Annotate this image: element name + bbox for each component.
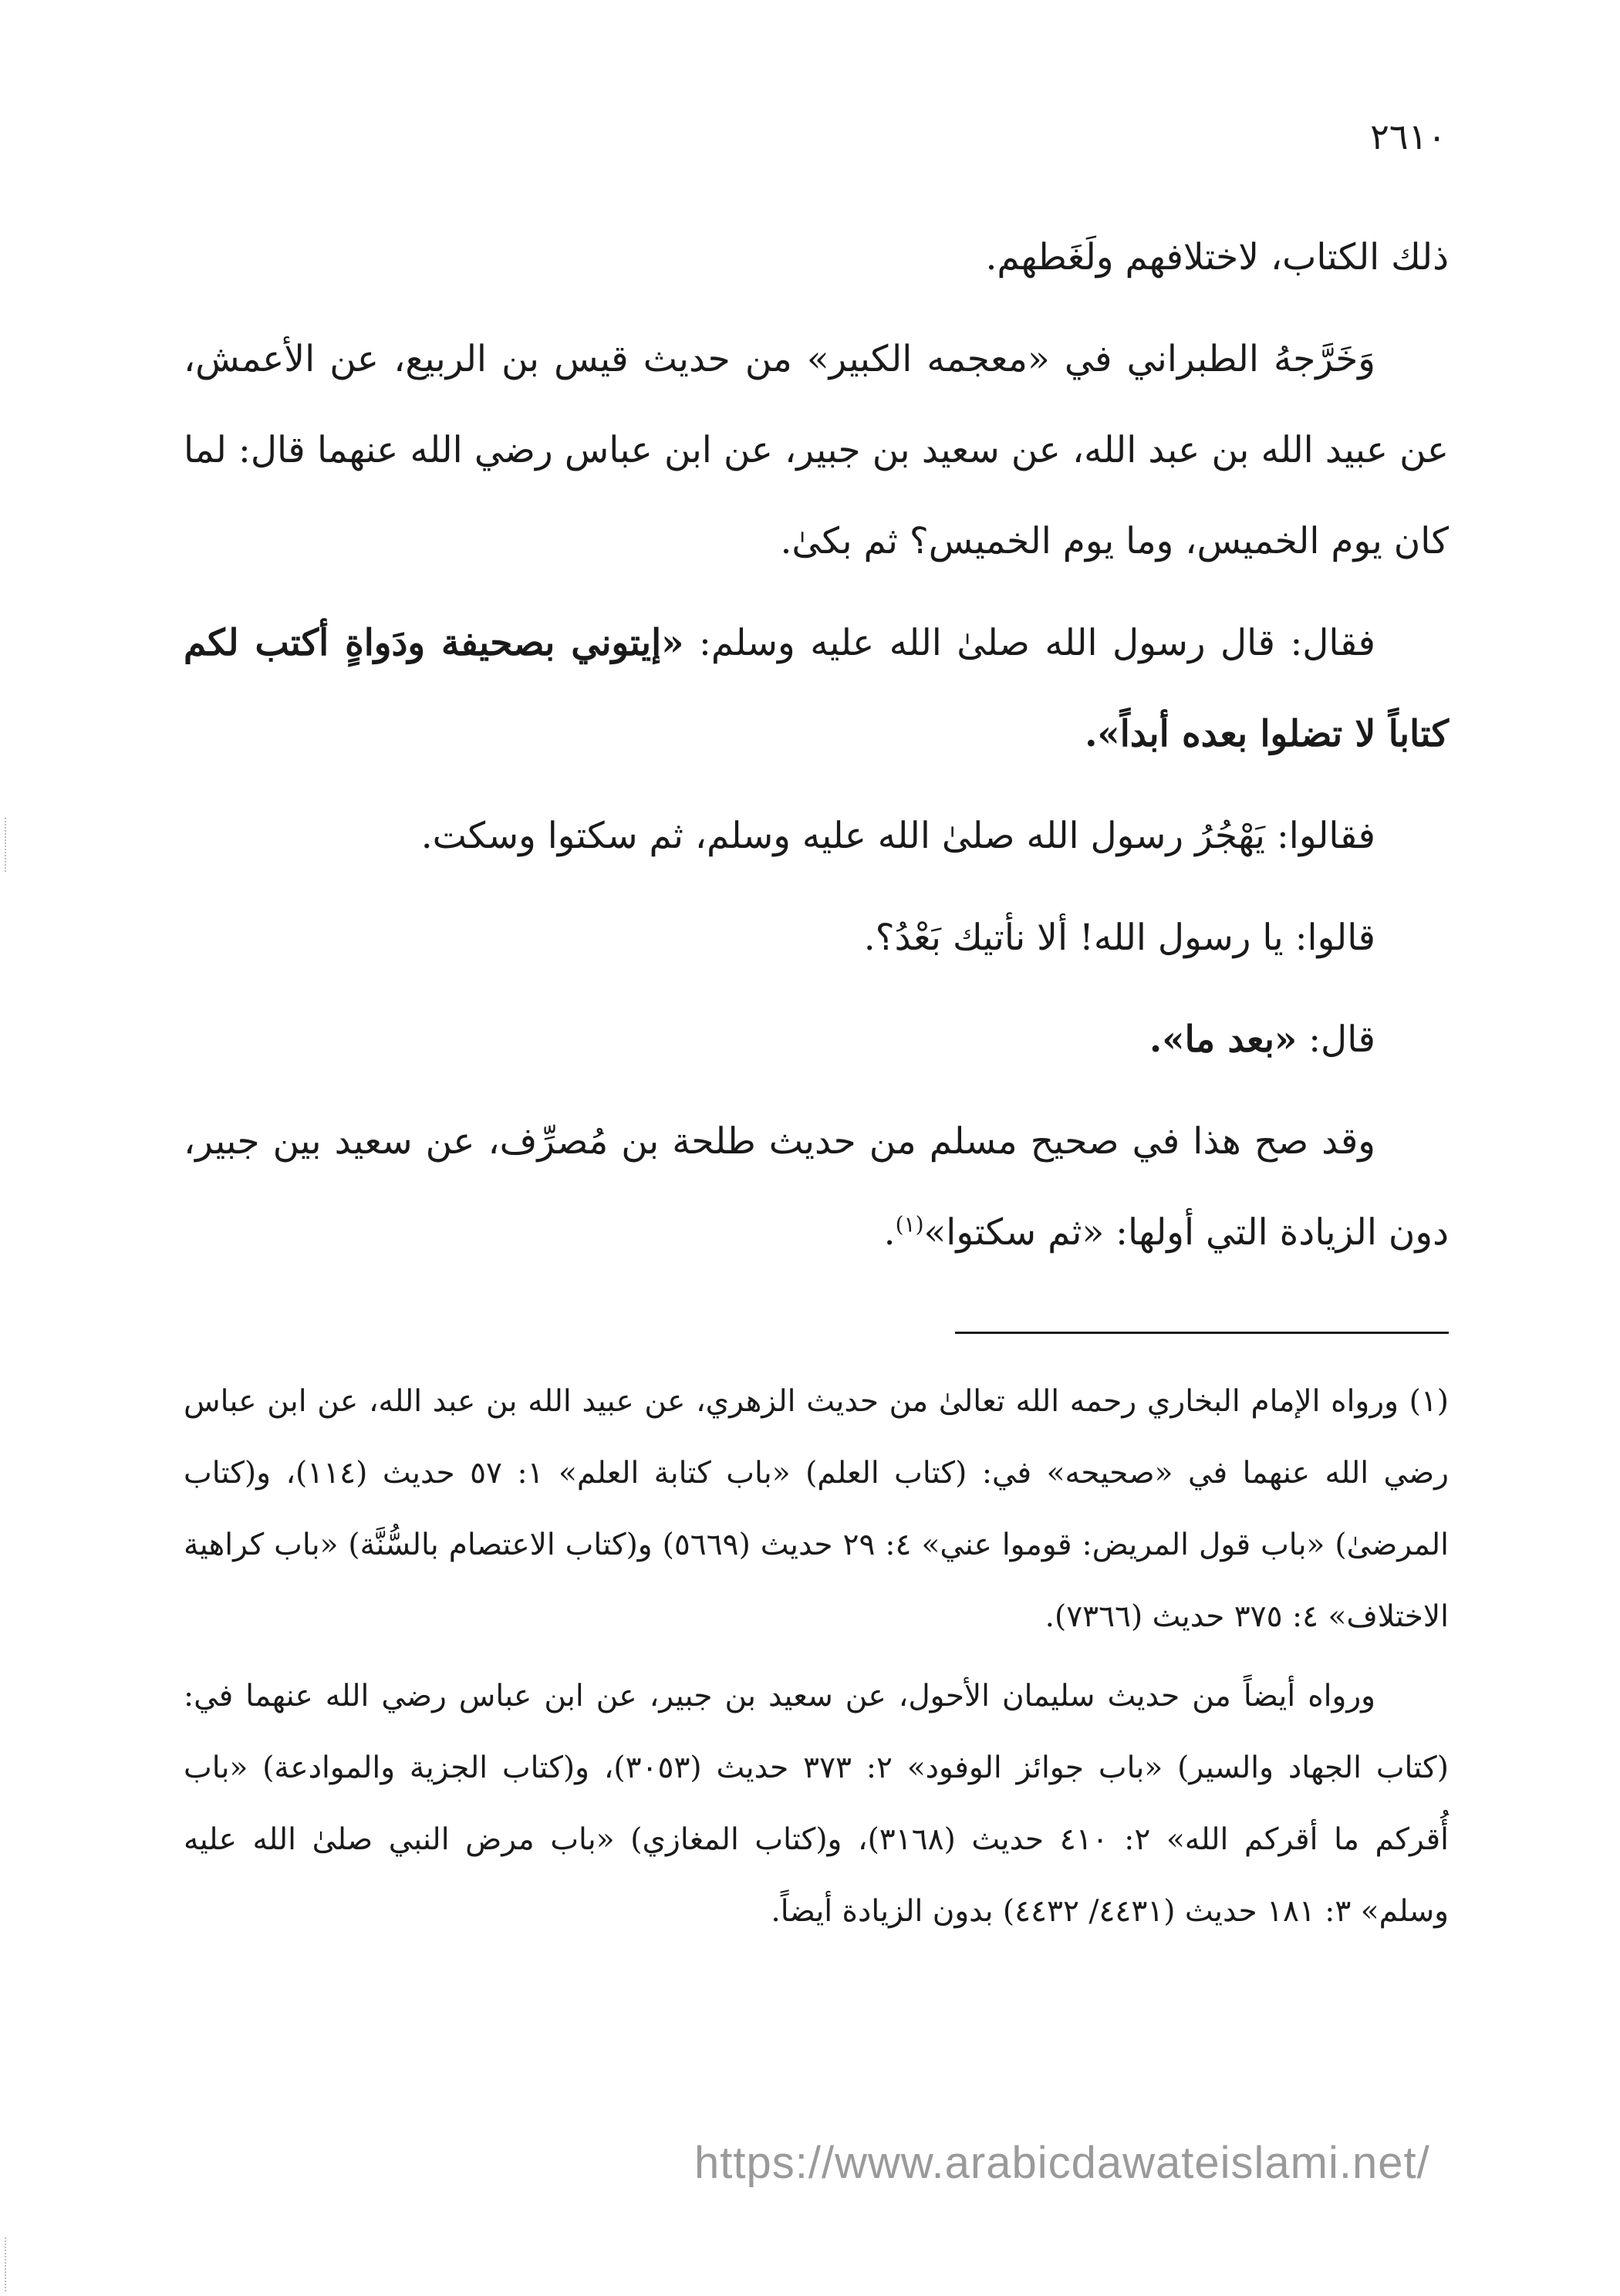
paragraph-3-lead: فقال: قال رسول الله صلىٰ الله عليه وسلم: <box>683 622 1375 664</box>
footnote-1-continued: ورواه أيضاً من حديث سليمان الأحول، عن سعيد بن جبير، عن ابن عباس رضي الله عنهما في: (كتاب الجهاد والسير) «باب جوائز الوفود» ٢: ٣٧٣ حديث (٣٠٥٣)، و(كتاب الجزية والموادعة) «باب أُقركم ما أقركم الله» ٢: ٤١٠ حديث (٣١٦٨)، و(كتاب المغازي) «باب مرض النبي صلىٰ الله عليه وسلم» ٣: ١٨١ حديث (٤٤٣١/ ٤٤٣٢) بدون الزيادة أيضاً. <box>184 1679 1449 1929</box>
paragraph-7-tail: . <box>883 1211 896 1254</box>
footnotes-section <box>184 1366 1449 1955</box>
footnote-divider <box>955 1332 1449 1334</box>
main-text <box>184 212 1449 1289</box>
paragraph-7-text: وقد صح هذا في صحيح مسلم من حديث طلحة بن مُصرِّف، عن سعيد بين جبير، دون الزيادة التي أولها: «ثم سكتوا» <box>184 1120 1449 1254</box>
paragraph-5: قالوا: يا رسول الله! ألا نأتيك بَعْدُ؟. <box>863 917 1375 959</box>
footnote-1: (١) ورواه الإمام البخاري رحمه الله تعالىٰ من حديث الزهري، عن عبيد الله بن عبد الله، عن ابن عباس رضي الله عنهما في «صحيحه» في: (كتاب العلم) «باب كتابة العلم» ١: ٥٧ حديث (١١٤)، و(كتاب المرضىٰ) «باب قول المريض: قوموا عني» ٤: ٢٩ حديث (٥٦٦٩) و(كتاب الاعتصام بالسُّنَّة) «باب كراهية الاختلاف» ٤: ٣٧٥ حديث (٧٣٦٦). <box>184 1384 1449 1634</box>
paragraph-4: فقالوا: يَهْجُرُ رسول الله صلىٰ الله عليه وسلم، ثم سكتوا وسكت. <box>420 815 1375 857</box>
footnote-reference[interactable]: (١) <box>895 1211 924 1237</box>
prophet-reply-quote: «بعد ما». <box>1149 1018 1298 1061</box>
paragraph-7 <box>184 1096 1449 1278</box>
paragraph-2: وَخَرَّجهُ الطبراني في «معجمه الكبير» من حديث قيس بن الربيع، عن الأعمش، عن عبيد الله بن عبد الله، عن سعيد بن جبير، عن ابن عباس رضي الله عنهما قال: لما كان يوم الخميس، وما يوم الخميس؟ ثم بكىٰ. <box>184 338 1449 562</box>
paragraph-3 <box>184 598 1449 780</box>
page-number: ٢٦١٠ <box>1370 116 1446 157</box>
scan-margin-mark <box>5 2237 11 2291</box>
paragraph-6-lead: قال: <box>1297 1018 1375 1061</box>
scan-margin-mark <box>5 818 11 872</box>
paragraph-1: ذلك الكتاب، لاختلافهم ولَغَطهم. <box>985 236 1449 279</box>
watermark-url: https://www.arabicdawateislami.net/ <box>694 2138 1430 2188</box>
prophet-quote: «إيتوني بصحيفة ودَواةٍ أكتب لكم كتاباً لا تضلوا بعده أبداً». <box>184 622 1449 755</box>
paragraph-6 <box>184 994 1449 1086</box>
